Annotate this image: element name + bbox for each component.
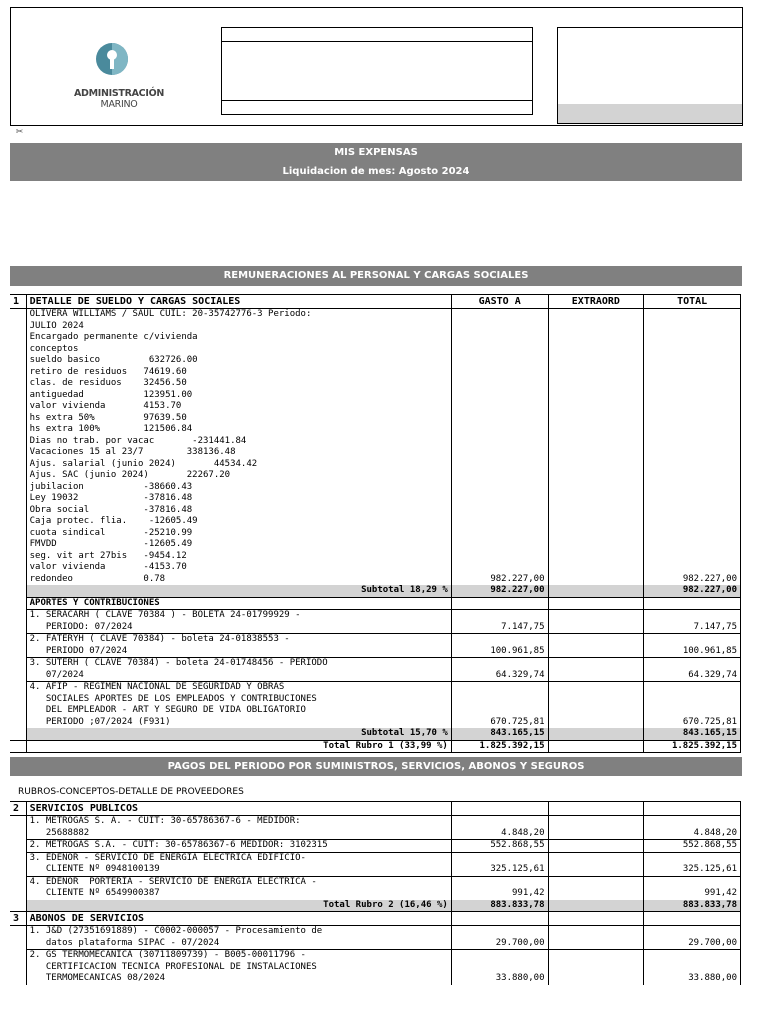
- header-amount-box: [557, 27, 743, 124]
- logo-name-2: MARINO: [100, 99, 138, 110]
- sueldo-line: antiguedad 123951.00: [10, 390, 741, 402]
- rubro-title: SERVICIOS PUBLICOS: [26, 802, 451, 816]
- table-row: 25688882 4.848,20 4.848,20: [10, 828, 741, 840]
- rubros-label: RUBROS-CONCEPTOS-DETALLE DE PROVEEDORES: [18, 787, 244, 797]
- sueldo-line: conceptos: [10, 344, 741, 356]
- sueldo-line: clas. de residuos 32456.50: [10, 378, 741, 390]
- table-row: 3. SUTERH ( CLAVE 70384) - boleta 24-01748456 - PERIODO: [10, 658, 741, 670]
- total-rubro-row: Total Rubro 2 (16,46 %) 883.833,78 883.833,78: [10, 900, 741, 912]
- sueldo-line: Encargado permanente c/vivienda: [10, 332, 741, 344]
- table-row: PERIODO ;07/2024 (F931) 670.725,81 670.725,81: [10, 717, 741, 729]
- column-header-extra: EXTRAORD: [548, 295, 644, 309]
- sueldo-line: Ajus. SAC (junio 2024) 22267.20: [10, 470, 741, 482]
- sueldo-line: Ajus. salarial (junio 2024) 44534.42: [10, 459, 741, 471]
- table-row: 3. EDENOR - SERVICIO DE ENERGIA ELECTRICA EDIFICIO-: [10, 852, 741, 864]
- table-row: 4. EDENOR PORTERIA - SERVICIO DE ENERGIA ELECTRICA -: [10, 876, 741, 888]
- table-row: 2. METROGAS S.A. - CUIT: 30-65786367-6 MEDIDOR: 3102315 552.868,55 552.868,55: [10, 840, 741, 853]
- sueldo-line: valor vivienda -4153.70: [10, 562, 741, 574]
- sueldo-line: Caja protec. flia. -12605.49: [10, 516, 741, 528]
- subtotal-row: Subtotal 18,29 % 982.227,00 982.227,00: [10, 585, 741, 597]
- table-row: SOCIALES APORTES DE LOS EMPLEADOS Y CONTRIBUCIONES: [10, 694, 741, 706]
- sueldo-line: Ley 19032 -37816.48: [10, 493, 741, 505]
- column-header-total: TOTAL: [644, 295, 741, 309]
- subtotal-row: Subtotal 15,70 % 843.165,15 843.165,15: [10, 728, 741, 740]
- table-row: 1. J&D (27351691889) - C0002-000057 - Procesamiento de: [10, 926, 741, 938]
- sueldo-line: OLIVERA WILLIAMS / SAUL CUIL: 20-35742776-3 Periodo:: [10, 309, 741, 321]
- table-header: [10, 295, 741, 309]
- rubro-title: DETALLE DE SUELDO Y CARGAS SOCIALES: [26, 295, 451, 309]
- rubro-number: 1: [10, 295, 26, 309]
- header-info-box: [221, 27, 533, 115]
- company-logo: [59, 38, 179, 113]
- title-bar: [10, 143, 742, 181]
- sueldo-line: valor vivienda 4153.70: [10, 401, 741, 413]
- liquidation-period: Liquidacion de mes: Agosto 2024: [282, 166, 470, 177]
- table-row: PERIODO: 07/2024 7.147,75 7.147,75: [10, 622, 741, 634]
- logo-name: ADMINISTRACIÓN: [73, 88, 165, 99]
- sueldo-line: Dias no trab. por vacac -231441.84: [10, 436, 741, 448]
- total-rubro-row: Total Rubro 1 (33,99 %) 1.825.392,15 1.825.392,15: [10, 740, 741, 753]
- rubro-3-header: 3 ABONOS DE SERVICIOS: [10, 912, 741, 926]
- scissors-icon: ✂: [16, 124, 24, 138]
- column-header-gasto: GASTO A: [451, 295, 548, 309]
- table-row: PERIODO 07/2024 100.961,85 100.961,85: [10, 646, 741, 658]
- sueldo-line: hs extra 100% 121506.84: [10, 424, 741, 436]
- rubro-title: ABONOS DE SERVICIOS: [26, 912, 451, 926]
- sueldo-line: hs extra 50% 97639.50: [10, 413, 741, 425]
- sueldo-line: Obra social -37816.48: [10, 505, 741, 517]
- sueldo-line: redondeo 0.78 982.227,00 982.227,00: [10, 574, 741, 586]
- table-row: CLIENTE Nº 6549900387 991,42 991,42: [10, 888, 741, 900]
- table-row: 1. METROGAS S. A. - CUIT: 30-65786367-6 - MEDIDOR:: [10, 816, 741, 828]
- sueldo-line: jubilacion -38660.43: [10, 482, 741, 494]
- sueldo-line: seg. vit art 27bis -9454.12: [10, 551, 741, 563]
- rubro-1-table: [10, 294, 741, 753]
- logo-mark-icon: [95, 40, 129, 78]
- sueldo-line: retiro de residuos 74619.60: [10, 367, 741, 379]
- doc-title: MIS EXPENSAS: [334, 147, 418, 158]
- aportes-header: [10, 597, 741, 610]
- table-row: TERMOMECANICAS 08/2024 33.880,00 33.880,00: [10, 973, 741, 985]
- table-row: CLIENTE Nº 0948100139 325.125,61 325.125,61: [10, 864, 741, 876]
- sueldo-line: FMVDD -12605.49: [10, 539, 741, 551]
- rubro-2-header: 2 SERVICIOS PUBLICOS: [10, 802, 741, 816]
- table-row: 4. AFIP - REGIMEN NACIONAL DE SEGURIDAD Y OBRAS: [10, 682, 741, 694]
- table-row: DEL EMPLEADOR - ART Y SEGURO DE VIDA OBLIGATORIO: [10, 705, 741, 717]
- sueldo-line: cuota sindical -25210.99: [10, 528, 741, 540]
- table-row: 2. GS TERMOMECANICA (30711809739) - B005-00011796 -: [10, 950, 741, 962]
- aportes-title: APORTES Y CONTRIBUCIONES: [26, 597, 451, 610]
- table-row: datos plataforma SIPAC - 07/2024 29.700,00 29.700,00: [10, 938, 741, 950]
- section-bar-pagos: PAGOS DEL PERIODO POR SUMINISTROS, SERVICIOS, ABONOS Y SEGUROS: [10, 757, 742, 776]
- rubro-2-3-table: [10, 801, 741, 985]
- table-row: CERTIFICACION TECNICA PROFESIONAL DE INSTALACIONES: [10, 962, 741, 974]
- sueldo-line: sueldo basico 632726.00: [10, 355, 741, 367]
- sueldo-line: Vacaciones 15 al 23/7 338136.48: [10, 447, 741, 459]
- table-row: 07/2024 64.329,74 64.329,74: [10, 670, 741, 682]
- sueldo-line: JULIO 2024: [10, 321, 741, 333]
- section-bar-remuneraciones: REMUNERACIONES AL PERSONAL Y CARGAS SOCIALES: [10, 266, 742, 286]
- document-header: [10, 7, 743, 126]
- table-row: 2. FATERYH ( CLAVE 70384) - boleta 24-01838553 -: [10, 634, 741, 646]
- table-row: 1. SERACARH ( CLAVE 70384 ) - BOLETA 24-01799929 -: [10, 610, 741, 622]
